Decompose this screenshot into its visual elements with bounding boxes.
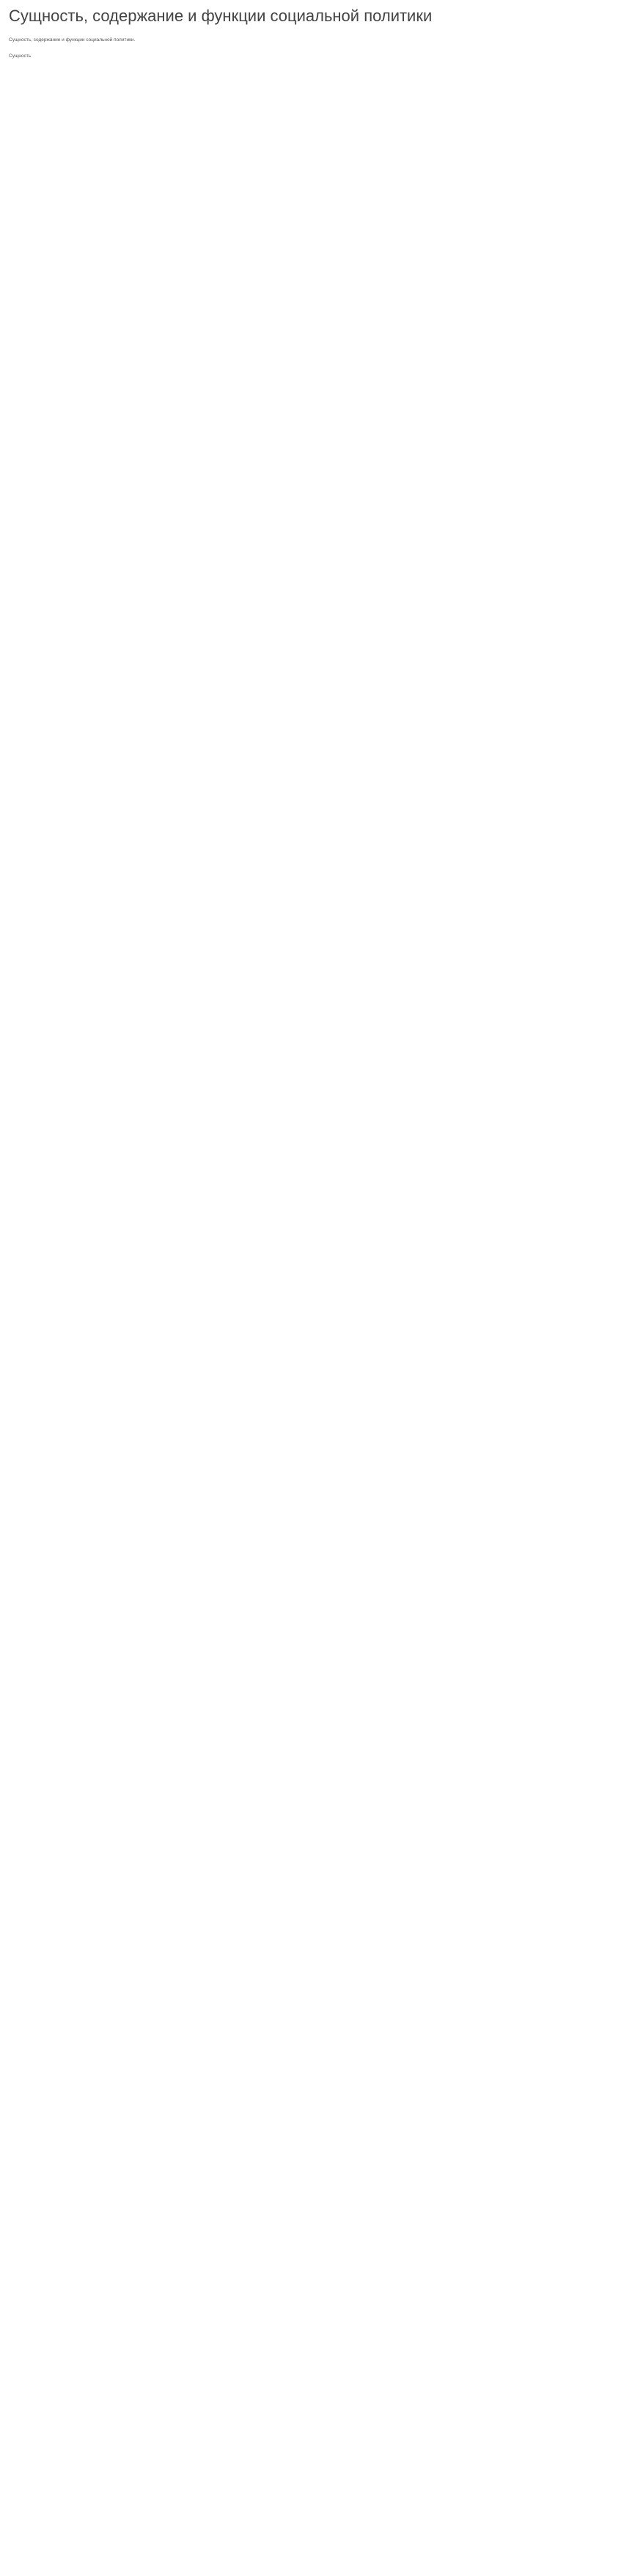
document-subtitle: Сущность, содержание и функции социальной политики. <box>9 37 136 43</box>
page-title: Сущность, содержание и функции социальной политики <box>9 7 433 25</box>
section-label: Сущность <box>9 53 32 59</box>
